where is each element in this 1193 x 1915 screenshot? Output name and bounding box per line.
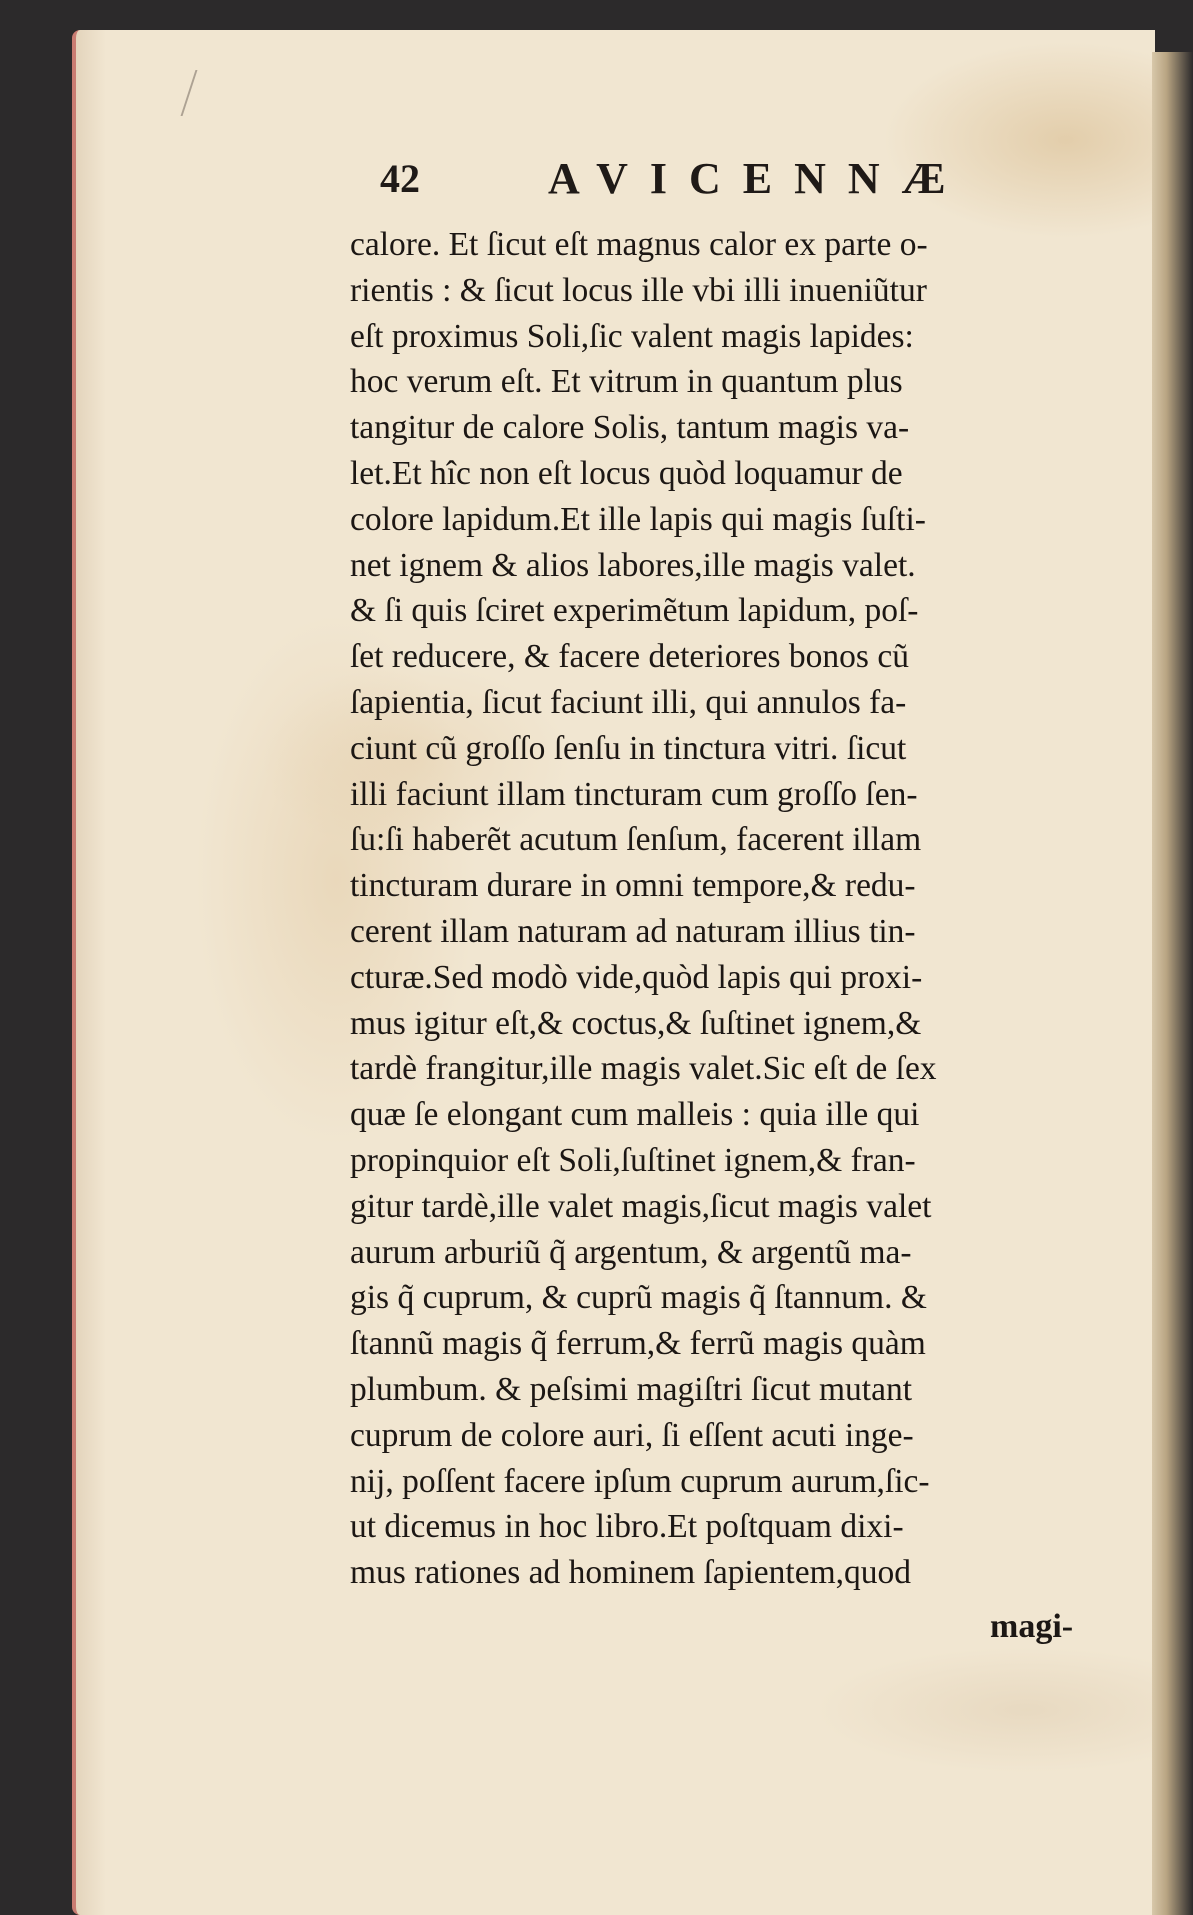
page-header <box>380 155 1000 225</box>
text-line: mus igitur eſt,& coctus,& ſuſtinet ignem,& <box>350 1004 922 1042</box>
text-line: cuprum de colore auri, ſi eſſent acuti inge- <box>350 1416 914 1454</box>
page-number: 42 <box>380 156 420 201</box>
running-head: AVICENNÆ <box>548 154 968 203</box>
text-line: tardè frangitur,ille magis valet.Sic eſt de ſex <box>350 1050 937 1088</box>
text-line: hoc verum eſt. Et vitrum in quantum plus <box>350 363 903 401</box>
text-line: cturæ.Sed modò vide,quòd lapis qui proxi- <box>350 958 923 996</box>
text-line: tincturam durare in omni tempore,& redu- <box>350 867 916 905</box>
text-line: & ſi quis ſciret experimẽtum lapidum, poſ- <box>350 592 919 630</box>
text-line: quæ ſe elongant cum malleis : quia ille qui <box>350 1096 920 1134</box>
text-line: ut dicemus in hoc libro.Et poſtquam dixi- <box>350 1508 904 1546</box>
text-line: cerent illam naturam ad naturam illius tin- <box>350 912 916 950</box>
text-line: ſtannũ magis q̃ ferrum,& ferrũ magis quàm <box>350 1325 926 1363</box>
body-text <box>350 222 1110 1596</box>
text-line: aurum arburiũ q̃ argentum, & argentũ ma- <box>350 1233 912 1271</box>
text-line: let.Et hîc non eſt locus quòd loquamur de <box>350 454 903 492</box>
text-line: illi faciunt illam tincturam cum groſſo ſen- <box>350 775 918 813</box>
text-line: ſet reducere, & facere deteriores bonos cũ <box>350 638 909 676</box>
text-line: ciunt cũ groſſo ſenſu in tinctura vitri. ſicut <box>350 729 907 767</box>
text-line: colore lapidum.Et ille lapis qui magis ſuſti- <box>350 500 926 538</box>
text-line: gitur tardè,ille valet magis,ſicut magis valet <box>350 1187 932 1225</box>
page-edge <box>1152 52 1193 1915</box>
text-line: calore. Et ſicut eſt magnus calor ex parte o- <box>350 226 928 263</box>
text-line: nij, poſſent facere ipſum cuprum aurum,ſic- <box>350 1462 930 1500</box>
text-line: ſu:ſi haberẽt acutum ſenſum, facerent illam <box>350 821 922 859</box>
catchword: magi- <box>990 1608 1074 1645</box>
text-line: ſapientia, ſicut faciunt illi, qui annulos fa- <box>350 683 907 721</box>
text-line: rientis : & ſicut locus ille vbi illi inueniũtur <box>350 271 927 309</box>
text-line: gis q̃ cuprum, & cuprũ magis q̃ ſtannum. & <box>350 1279 927 1317</box>
text-line: plumbum. & peſsimi magiſtri ſicut mutant <box>350 1370 913 1408</box>
text-line: net ignem & alios labores,ille magis valet. <box>350 546 916 584</box>
text-line: tangitur de calore Solis, tantum magis va- <box>350 409 910 447</box>
text-line: propinquior eſt Soli,ſuſtinet ignem,& fran- <box>350 1141 916 1179</box>
text-line: eſt proximus Soli,ſic valent magis lapides: <box>350 317 914 355</box>
text-line: mus rationes ad hominem ſapientem,quod <box>350 1554 912 1592</box>
